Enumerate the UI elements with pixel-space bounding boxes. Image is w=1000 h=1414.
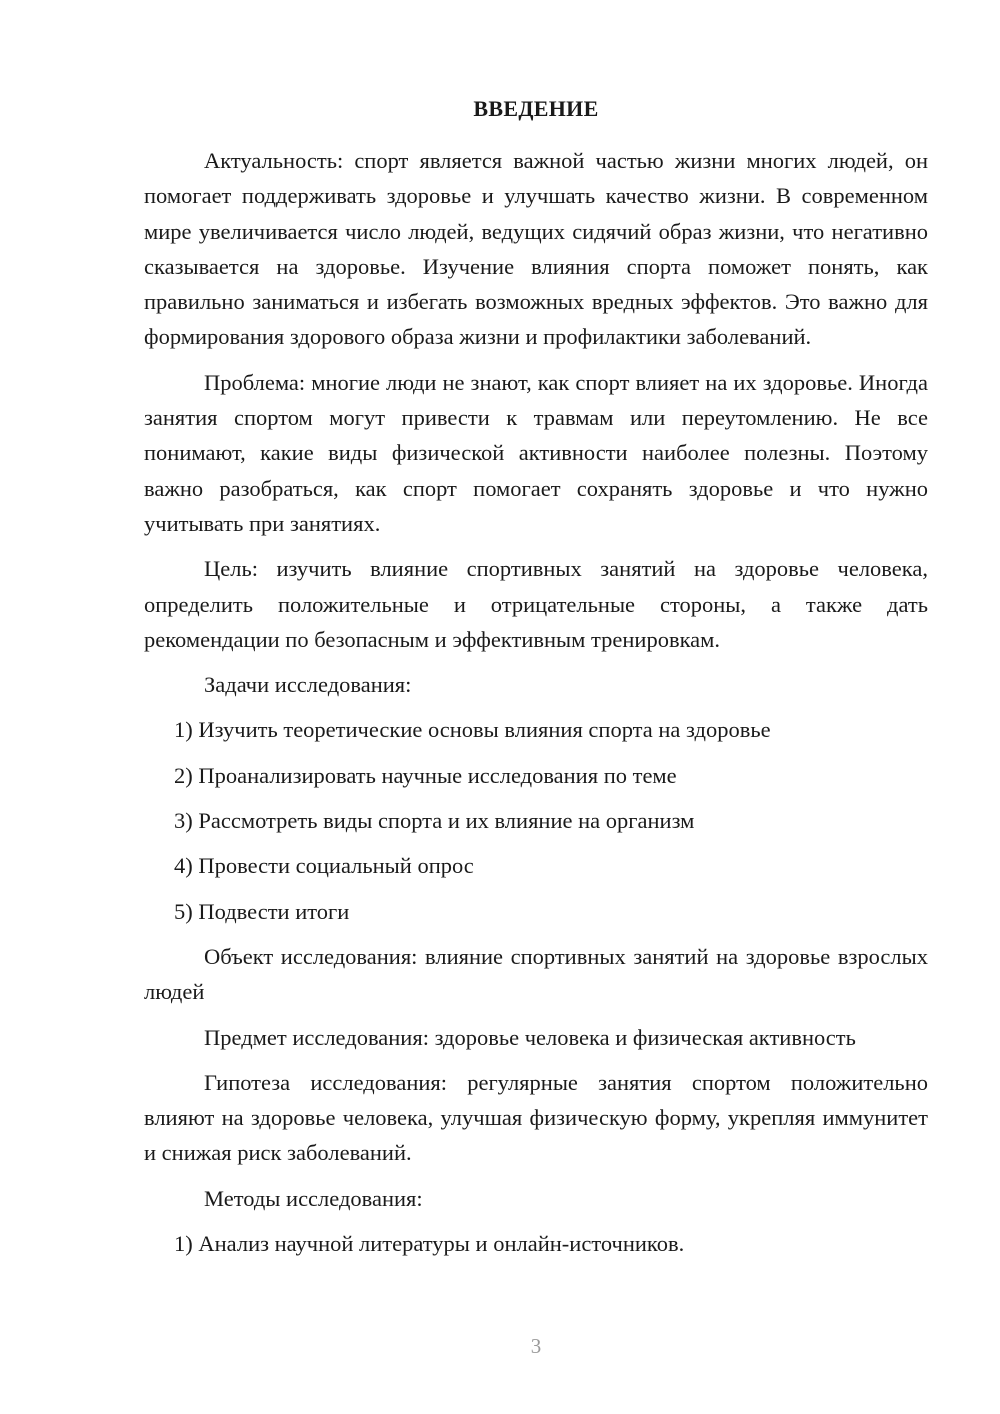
section-title: ВВЕДЕНИЕ (473, 96, 599, 121)
task-item: 3) Рассмотреть виды спорта и их влияние на организм (174, 808, 695, 834)
task-item: 5) Подвести итоги (174, 898, 350, 924)
object-paragraph: Объект исследования: влияние спортивных занятий на здоровье взрослых людей (144, 943, 928, 1005)
problem-paragraph: Проблема: многие люди не знают, как спорт влияет на их здоровье. Иногда занятия спортом могут привести к травмам или переутомлению. Не все понимают, какие виды физической активности наиболее полезны. Поэтому важно разобраться, как спорт помогает сохранять здоровье и что нужно учитывать при занятиях. (144, 369, 928, 536)
subject-paragraph: Предмет исследования: здоровье человека и физическая активность (204, 1024, 856, 1050)
tasks-heading: Задачи исследования: (204, 672, 412, 698)
methods-list (144, 1226, 928, 1261)
methods-heading: Методы исследования: (204, 1185, 423, 1211)
task-item: 2) Проанализировать научные исследования по теме (174, 762, 677, 788)
relevance-paragraph: Актуальность: спорт является важной частью жизни многих людей, он помогает поддерживать здоровье и улучшать качество жизни. В современном мире увеличивается число людей, ведущих сидячий образ жизни, что негативно сказывается на здоровье. Изучение влияния спорта поможет понять, как правильно заниматься и избегать возможных вредных эффектов. Это важно для формирования здорового образа жизни и профилактики заболеваний. (144, 148, 928, 350)
task-item: 1) Изучить теоретические основы влияния спорта на здоровье (174, 717, 771, 743)
goal-paragraph: Цель: изучить влияние спортивных занятий на здоровье человека, определить положительные и отрицательные стороны, а также дать рекомендации по безопасным и эффективным тренировкам. (144, 556, 928, 652)
hypothesis-paragraph: Гипотеза исследования: регулярные занятия спортом положительно влияют на здоровье человека, улучшая физическую форму, укрепляя иммунитет и снижая риск заболеваний. (144, 1069, 928, 1166)
page-body (144, 143, 928, 1271)
task-item: 4) Провести социальный опрос (174, 853, 474, 879)
method-item: 1) Анализ научной литературы и онлайн-источников. (174, 1231, 685, 1257)
page-number: 3 (530, 1334, 542, 1358)
tasks-list (144, 712, 928, 928)
